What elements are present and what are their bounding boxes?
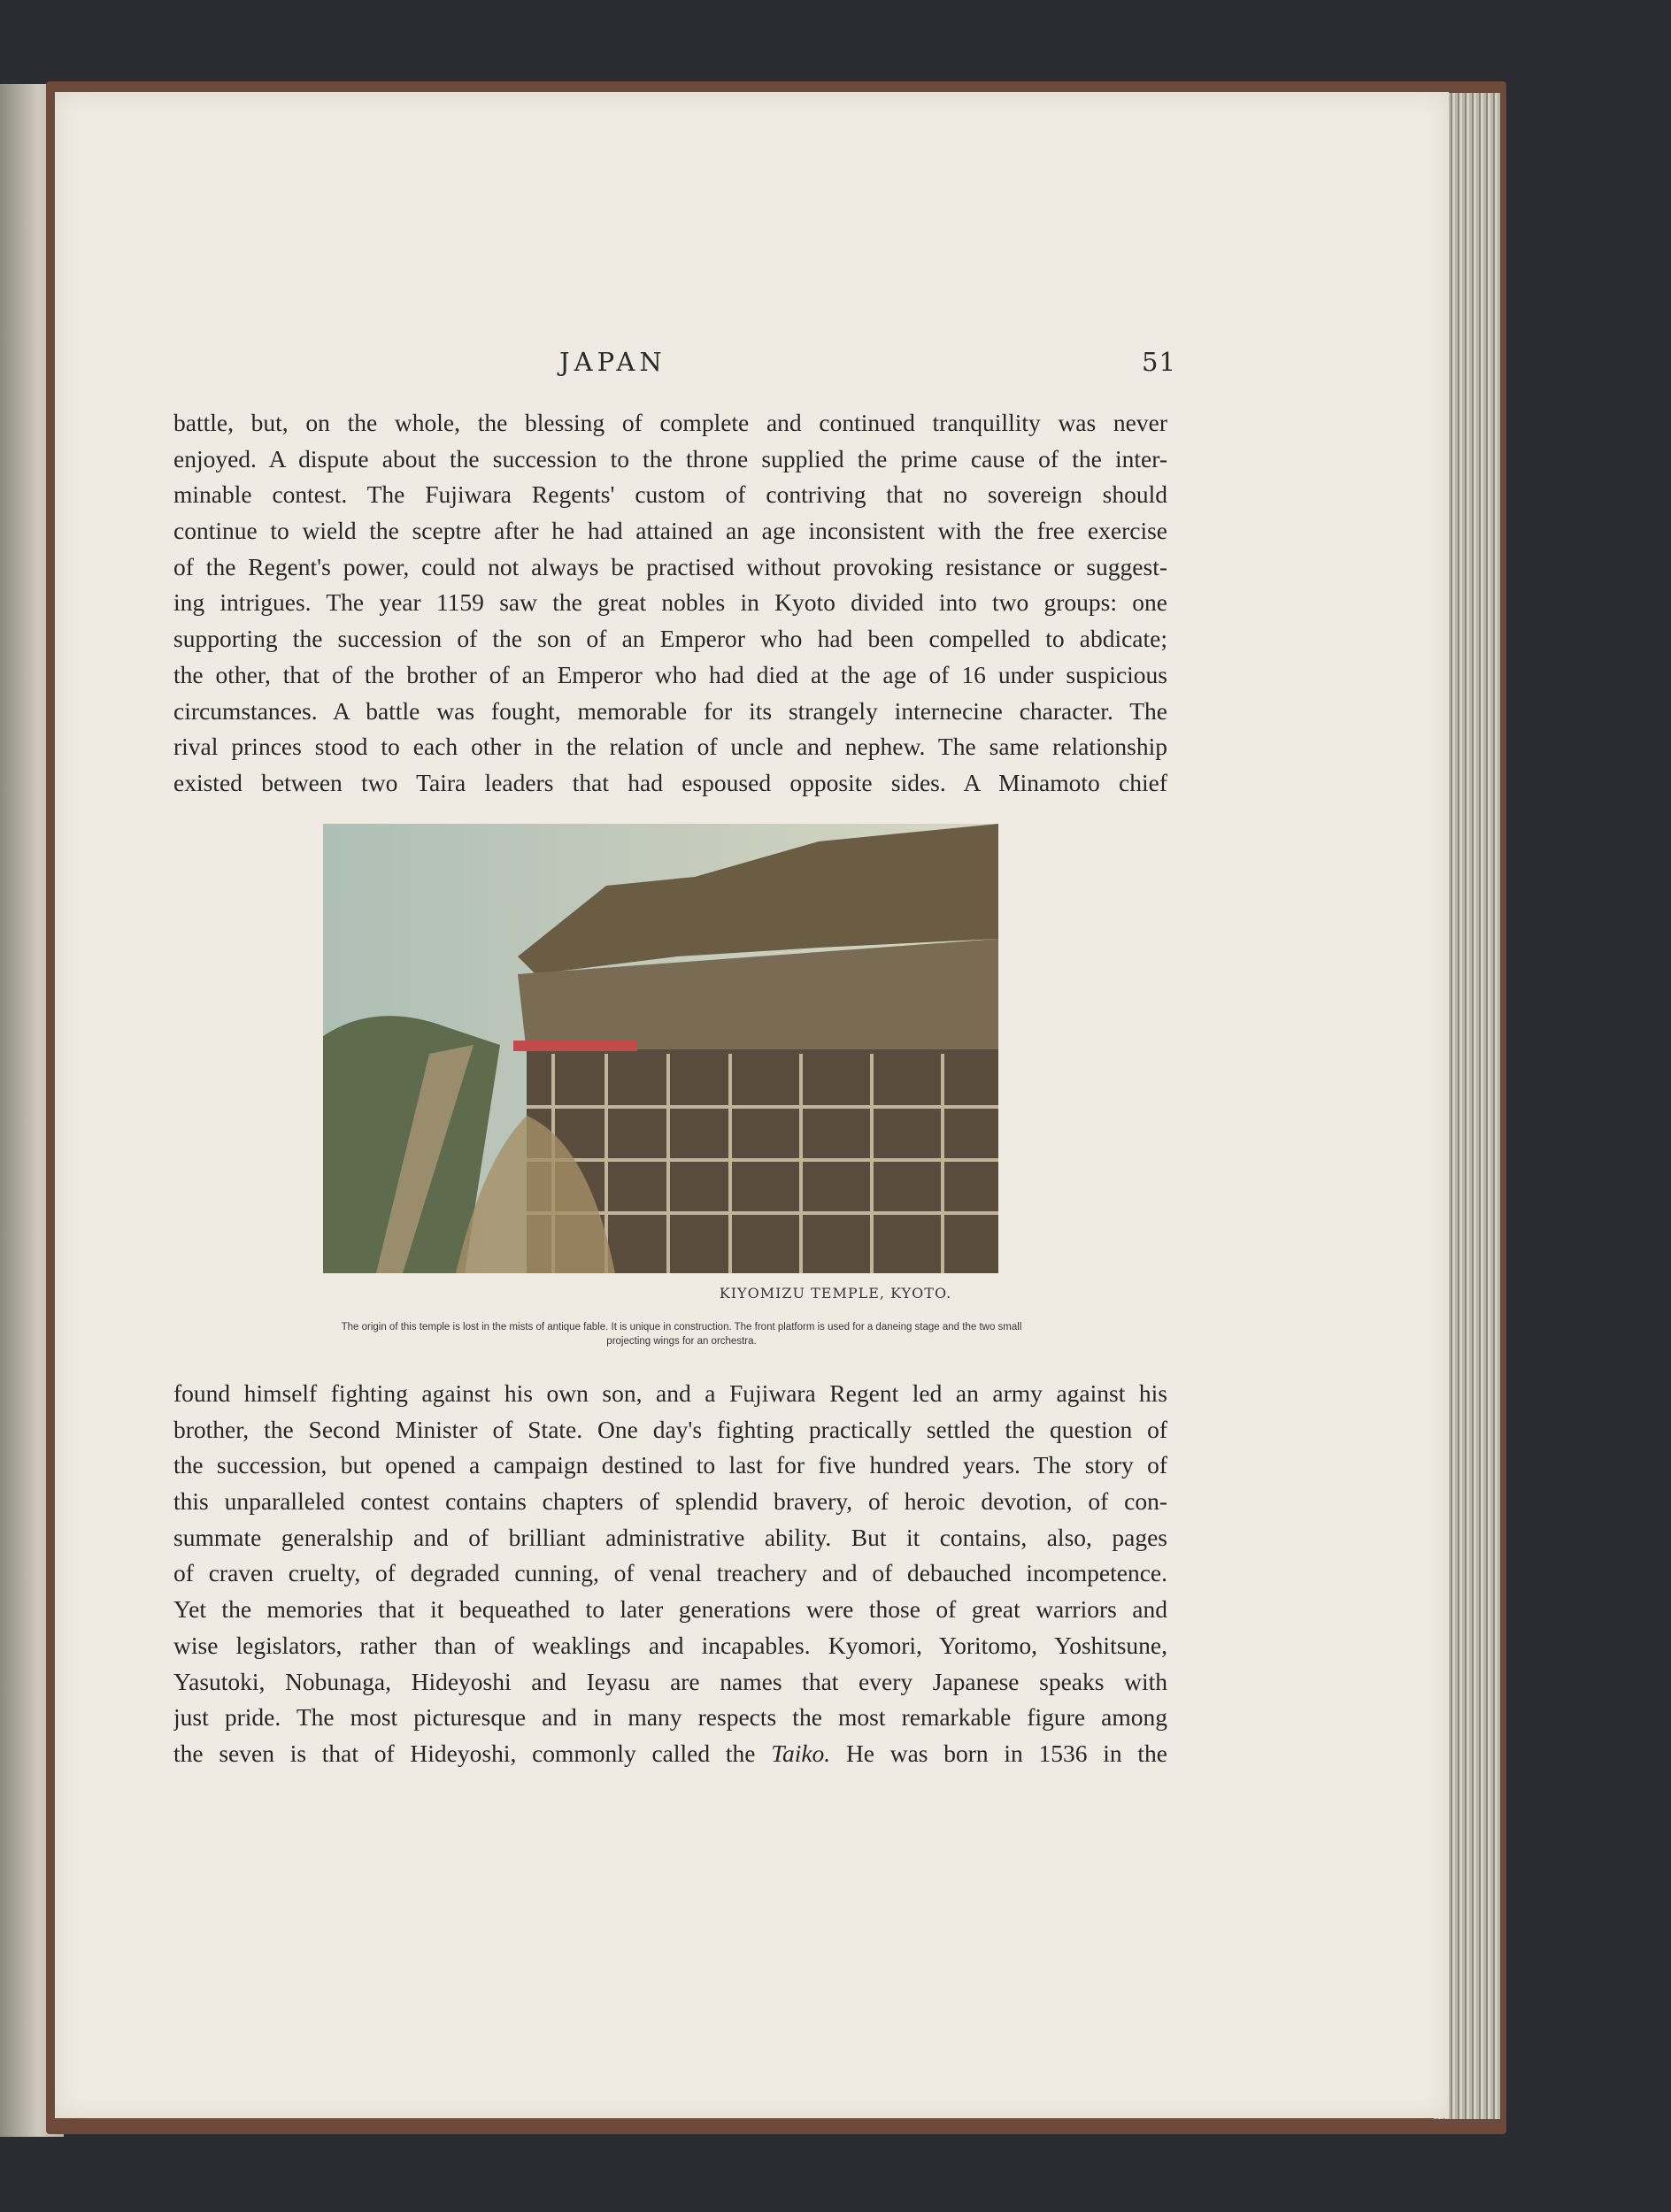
page-number: 51 (1142, 347, 1176, 377)
text-line: of the Regent's power, could not always be practised without provoking resistance or suggest- (173, 552, 1167, 580)
text-line: brother, the Second Minister of State. One day's fighting practically settled the question of (173, 1415, 1167, 1443)
text-line: rival princes stood to each other in the relation of uncle and nephew. The same relationship (173, 733, 1167, 761)
text-line: the other, that of the brother of an Emperor who had died at the age of 16 under suspicious (173, 660, 1167, 688)
text-line: circumstances. A battle was fought, memorable for its strangely internecine character. The (173, 696, 1167, 725)
figure-title: KIYOMIZU TEMPLE, KYOTO. (719, 1285, 952, 1302)
text-line: minable contest. The Fujiwara Regents' custom of contriving that no sovereign should (173, 480, 1167, 509)
text-span: the seven is that of Hideyoshi, commonly called the (173, 1739, 756, 1767)
paragraph-1 (173, 405, 1167, 802)
text-line: enjoyed. A dispute about the succession to the throne supplied the prime cause of the inter- (173, 444, 1167, 472)
text-line: the succession, but opened a campaign destined to last for five hundred years. The story of (173, 1451, 1167, 1479)
temple-photograph (323, 824, 998, 1273)
text-line (173, 1736, 1167, 1772)
text-line: battle, but, on the whole, the blessing of complete and continued tranquillity was never (173, 409, 1167, 436)
running-header-title: JAPAN (559, 347, 666, 377)
text-span: He was born in 1536 in the (845, 1739, 1167, 1767)
text-line: Yet the memories that it bequeathed to later generations were those of great warriors and (173, 1595, 1167, 1624)
text-line: just pride. The most picturesque and in many respects the most remarkable figure among (173, 1703, 1167, 1732)
text-line: of craven cruelty, of degraded cunning, of venal treachery and of debauched incompetence. (173, 1559, 1167, 1587)
text-line: supporting the succession of the son of an Emperor who had been compelled to abdicate; (173, 625, 1167, 653)
text-line: existed between two Taira leaders that had espoused opposite sides. A Minamoto chief (173, 768, 1167, 796)
text-line: continue to wield the sceptre after he had attained an age inconsistent with the free exercise (173, 517, 1167, 545)
text-line: ing intrigues. The year 1159 saw the great nobles in Kyoto divided into two groups: one (173, 588, 1167, 617)
text-line: Yasutoki, Nobunaga, Hideyoshi and Ieyasu are names that every Japanese speaks with (173, 1667, 1167, 1695)
figure-caption: The origin of this temple is lost in the mists of antique fable. It is unique in construction. The front platform is used for a daneing stage and the two small projecting wings for an orchestra. (341, 1322, 1022, 1347)
paragraph-2 (173, 1376, 1167, 1772)
text-line: summate generalship and of brilliant administrative ability. But it contains, also, pages (173, 1523, 1167, 1551)
text-line: found himself fighting against his own son, and a Fujiwara Regent led an army against his (173, 1379, 1167, 1407)
italic-term: Taiko. (771, 1739, 831, 1767)
text-line: this unparalleled contest contains chapters of splendid bravery, of heroic devotion, of con- (173, 1487, 1167, 1516)
text-line: wise legislators, rather than of weaklings and incapables. Kyomori, Yoritomo, Yoshitsune, (173, 1631, 1167, 1659)
